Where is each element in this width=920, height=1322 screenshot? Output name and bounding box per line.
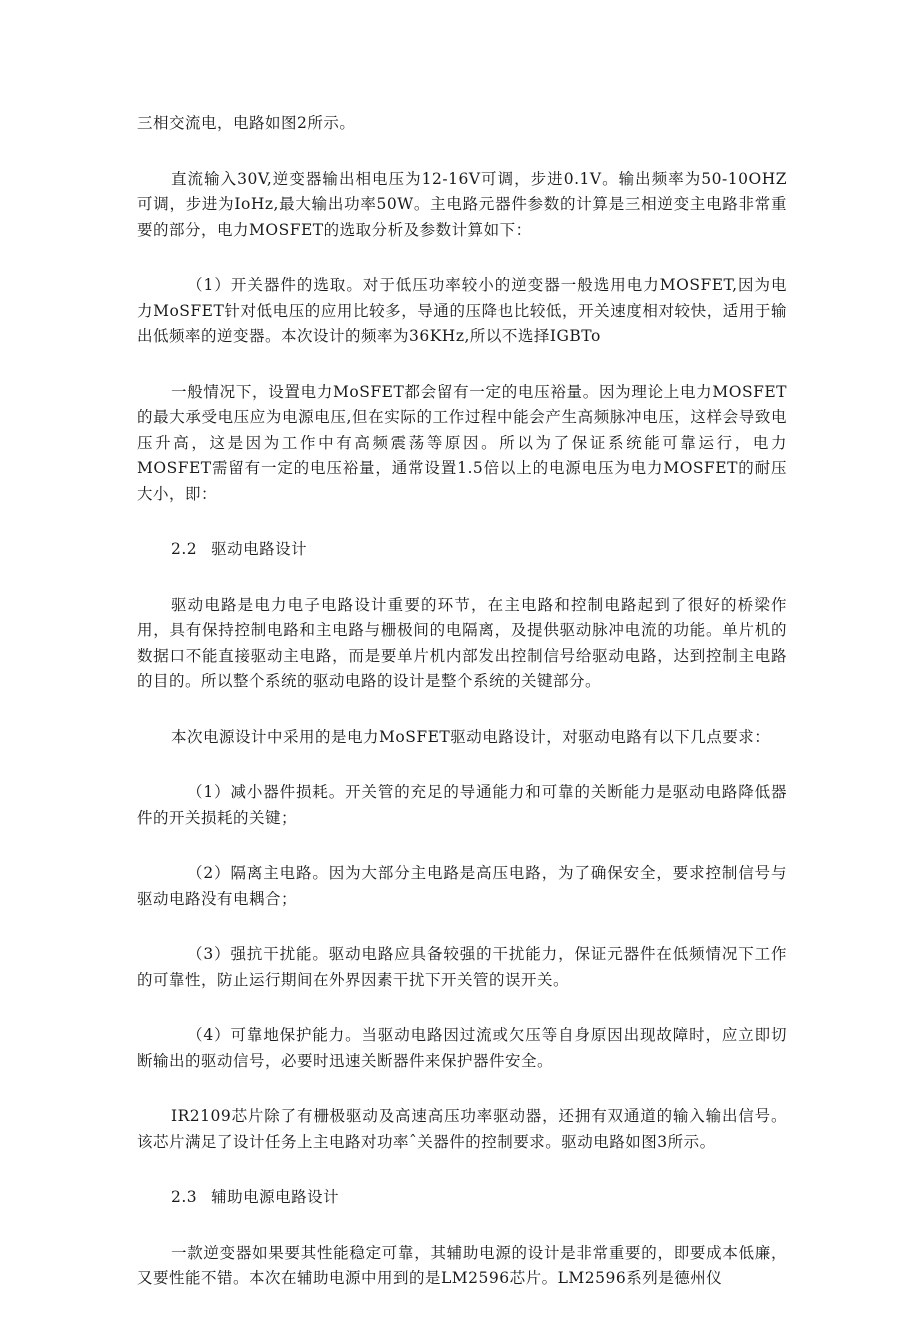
section-number: 2.3: [171, 1188, 198, 1206]
section-heading-2-3: [137, 1185, 787, 1211]
section-number: 2.2: [171, 540, 198, 558]
section-title: 辅助电源电路设计: [211, 1188, 340, 1206]
section-heading-2-2: [137, 537, 787, 563]
paragraph-circuit-fig2: 三相交流电，电路如图2所示。: [137, 114, 356, 132]
section-title: 驱动电路设计: [211, 540, 308, 558]
paragraph-req-4: （4）可靠地保护能力。当驱动电路因过流或欠压等自身原因出现故障时，应立即切断输出的驱动信号，必要时迅速关断器件来保护器件安全。: [137, 1026, 787, 1070]
paragraph-req-1: （1）减小器件损耗。开关管的充足的导通能力和可靠的关断能力是驱动电路降低器件的开关损耗的关键；: [137, 783, 787, 827]
paragraph-switch-selection: （1）开关器件的选取。对于低压功率较小的逆变器一般选用电力MOSFET,因为电力MoSFET针对低电压的应用比较多，导通的压降也比较低，开关速度相对较快，适用于输出低频率的逆变器。本次设计的频率为36KHz,所以不选择IGBTo: [137, 276, 787, 345]
document-body: [137, 111, 787, 1322]
paragraph-req-2: （2）隔离主电路。因为大部分主电路是高压电路，为了确保安全，要求控制信号与驱动电路没有电耦合；: [137, 864, 787, 908]
paragraph-aux-power: 一款逆变器如果要其性能稳定可靠，其辅助电源的设计是非常重要的，即要成本低廉，又要性能不错。本次在辅助电源中用到的是LM2596芯片。LM2596系列是德州仪: [137, 1243, 787, 1287]
paragraph-driver-requirements: 本次电源设计中采用的是电力MoSFET驱动电路设计，对驱动电路有以下几点要求：: [171, 727, 771, 746]
paragraph-dc-input-spec: 直流输入30V,逆变器输出相电压为12-16V可调，步进0.1V。输出频率为50-10OHZ可调，步进为IoHz,最大输出功率50W。主电路元器件参数的计算是三相逆变主电路非常重要的部分，电力MOSFET的选取分析及参数计算如下：: [137, 169, 787, 239]
paragraph-driver-intro: 驱动电路是电力电子电路设计重要的环节，在主电路和控制电路起到了很好的桥梁作用，具有保持控制电路和主电路与栅极间的电隔离，及提供驱动脉冲电流的功能。单片机的数据口不能直接驱动主电路，而是要单片机内部发出控制信号给驱动电路，达到控制主电路的目的。所以整个系统的驱动电路的设计是整个系统的关键部分。: [137, 595, 787, 690]
paragraph-ir2109: IR2109芯片除了有栅极驱动及高速高压功率驱动器，还拥有双通道的输入输出信号。该芯片满足了设计任务上主电路对功率ˆ关器件的控制要求。驱动电路如图3所示。: [137, 1107, 787, 1151]
paragraph-req-3: （3）强抗干扰能。驱动电路应具备较强的干扰能力，保证元器件在低频情况下工作的可靠性，防止运行期间在外界因素干扰下开关管的误开关。: [137, 945, 787, 989]
paragraph-voltage-margin: 一般情况下，设置电力MoSFET都会留有一定的电压裕量。因为理论上电力MOSFET的最大承受电压应为电源电压,但在实际的工作过程中能会产生高频脉冲电压，这样会导致电压升高，这是因为工作中有高频震荡等原因。所以为了保证系统能可靠运行，电力MOSFET需留有一定的电压裕量，通常设置1.5倍以上的电源电压为电力MOSFET的耐压大小，即：: [137, 382, 787, 503]
